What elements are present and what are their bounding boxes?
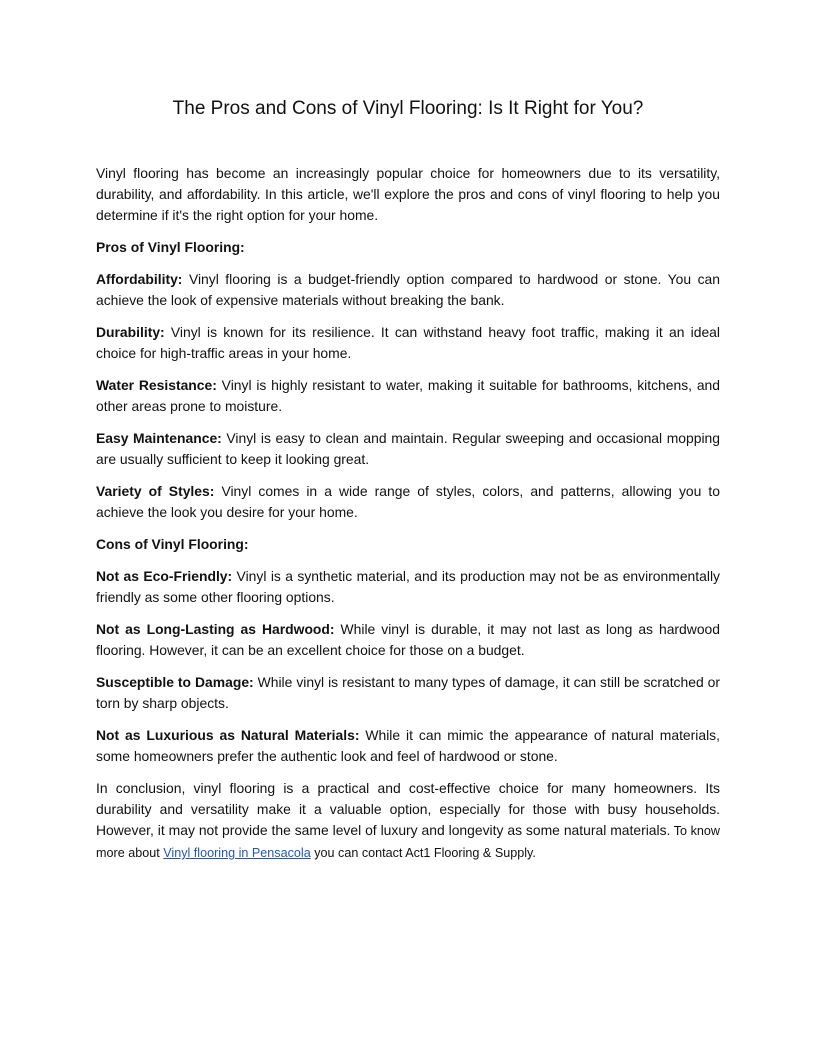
pros-heading: Pros of Vinyl Flooring: bbox=[96, 239, 245, 255]
con-long-lasting bbox=[96, 619, 720, 661]
pro-text: Vinyl is known for its resilience. It can withstand heavy foot traffic, making it an ideal choice for high-traffic areas in your home. bbox=[96, 324, 720, 361]
con-label: Not as Long-Lasting as Hardwood: bbox=[96, 621, 335, 637]
pro-affordability bbox=[96, 269, 720, 311]
pro-label: Water Resistance: bbox=[96, 377, 217, 393]
pro-label: Durability: bbox=[96, 324, 165, 340]
cons-heading: Cons of Vinyl Flooring: bbox=[96, 536, 249, 552]
conclusion-paragraph bbox=[96, 778, 720, 864]
pro-water-resistance bbox=[96, 375, 720, 417]
con-not-luxurious bbox=[96, 725, 720, 767]
pro-label: Affordability: bbox=[96, 271, 183, 287]
con-text: While vinyl is durable, it may not last as long as hardwood flooring. However, it can be an excellent choice for those on a budget. bbox=[96, 621, 720, 658]
con-text: While vinyl is resistant to many types of damage, it can still be scratched or torn by sharp objects. bbox=[96, 674, 720, 711]
pro-text: Vinyl flooring is a budget-friendly option compared to hardwood or stone. You can achieve the look of expensive materials without breaking the bank. bbox=[96, 271, 720, 308]
conclusion-text: In conclusion, vinyl flooring is a practical and cost-effective choice for many homeowners. Its durability and versatility make it a valuable option, especially for those with busy households. However, it may not provide the same level of luxury and longevity as some natural materials. bbox=[96, 780, 720, 838]
con-label: Not as Eco-Friendly: bbox=[96, 568, 233, 584]
con-text: While it can mimic the appearance of natural materials, some homeowners prefer the authentic look and feel of hardwood or stone. bbox=[96, 727, 720, 764]
pro-label: Easy Maintenance: bbox=[96, 430, 222, 446]
con-eco-friendly bbox=[96, 566, 720, 608]
vinyl-flooring-pensacola-link[interactable]: Vinyl flooring in Pensacola bbox=[163, 846, 311, 860]
con-text: Vinyl is a synthetic material, and its production may not be as environmentally friendly as some other flooring options. bbox=[96, 568, 720, 605]
pro-variety-of-styles bbox=[96, 481, 720, 523]
con-label: Not as Luxurious as Natural Materials: bbox=[96, 727, 360, 743]
pro-label: Variety of Styles: bbox=[96, 483, 215, 499]
pro-durability bbox=[96, 322, 720, 364]
page-title: The Pros and Cons of Vinyl Flooring: Is It Right for You? bbox=[172, 98, 644, 119]
con-label: Susceptible to Damage: bbox=[96, 674, 254, 690]
pro-text: Vinyl is highly resistant to water, making it suitable for bathrooms, kitchens, and other areas prone to moisture. bbox=[96, 377, 720, 414]
pro-text: Vinyl comes in a wide range of styles, colors, and patterns, allowing you to achieve the look you desire for your home. bbox=[96, 483, 720, 520]
cta-after: you can contact Act1 Flooring & Supply. bbox=[310, 846, 536, 860]
intro-paragraph: Vinyl flooring has become an increasingly popular choice for homeowners due to its versatility, durability, and affordability. In this article, we'll explore the pros and cons of vinyl flooring to help you determine if it's the right option for your home. bbox=[96, 165, 720, 223]
pro-text: Vinyl is easy to clean and maintain. Regular sweeping and occasional mopping are usually sufficient to keep it looking great. bbox=[96, 430, 720, 467]
con-susceptible-damage bbox=[96, 672, 720, 714]
cta-before: To know more about bbox=[96, 824, 720, 860]
article-body bbox=[96, 163, 720, 875]
pro-easy-maintenance bbox=[96, 428, 720, 470]
